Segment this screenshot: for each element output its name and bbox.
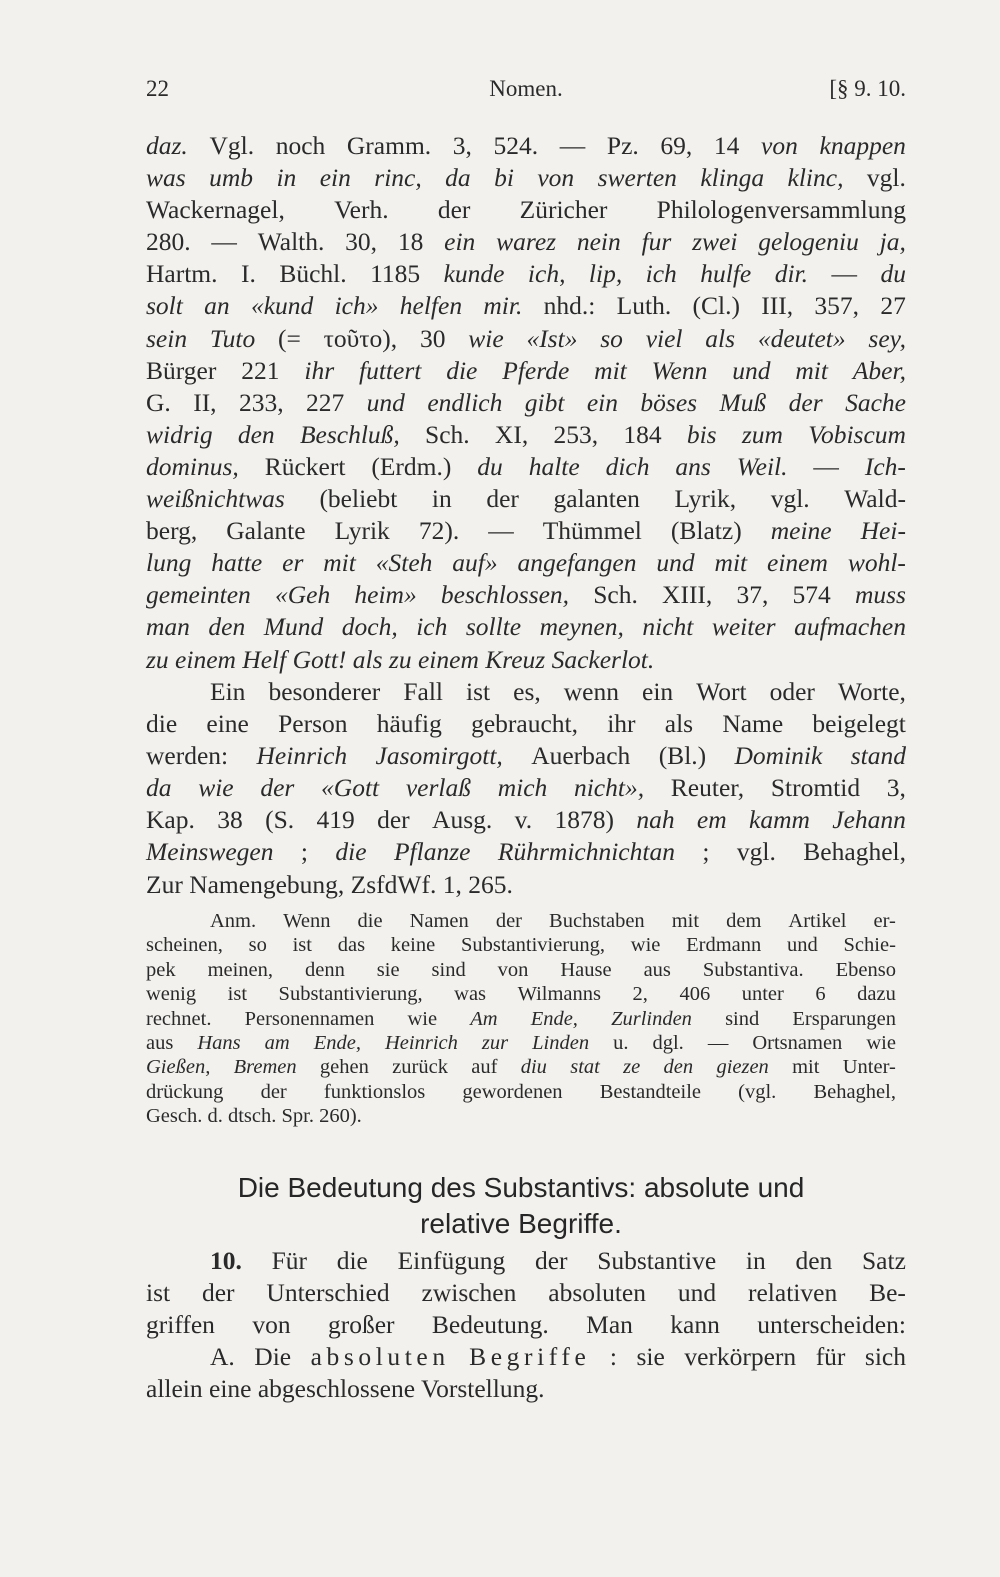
text-line: G. II, 233, 227 und endlich gibt ein böses Muß der Sache [146,387,906,417]
text-line: pek meinen, denn sie sind von Hause aus Substantiva. Ebenso [146,958,896,981]
text-line: Gießen, Bremen gehen zurück auf diu stat ze den giezen mit Unter- [146,1056,896,1079]
text-line: man den Mund doch, ich sollte meynen, nicht weiter aufmachen [146,612,906,642]
citation-paragraph [146,130,906,676]
text-line: wenig ist Substantivierung, was Wilmanns 2, 406 unter 6 dazu [146,983,896,1006]
text-line: 10. Für die Einfügung der Substantive in den Satz [210,1246,906,1275]
text-line: Anm. Wenn die Namen der Buchstaben mit dem Artikel er- [210,910,896,932]
heading-line: relative Begriffe. [420,1208,622,1239]
text-line: da wie der «Gott verlaß mich nicht», Reuter, Stromtid 3, [146,773,906,803]
text-line: zu einem Helf Gott! als zu einem Kreuz Sackerlot. [146,644,655,674]
text-line: weißnichtwas (beliebt in der galanten Lyrik, vgl. Wald- [146,484,906,514]
text-line: daz. Vgl. noch Gramm. 3, 524. — Pz. 69, 14 von knappen [146,131,906,160]
text-line: A. Die absoluten Begriffe : sie verkörpern für sich [210,1342,906,1372]
annotation-note [146,909,896,1129]
text-line: widrig den Beschluß, Sch. XI, 253, 184 bis zum Vobiscum [146,419,906,449]
text-line: Zur Namengebung, ZsfdWf. 1, 265. [146,869,513,899]
text-line: Kap. 38 (S. 419 der Ausg. v. 1878) nah em kamm Jehann [146,805,906,835]
body-paragraph [146,676,906,901]
running-header [146,76,906,106]
text-line: Ein besonderer Fall ist es, wenn ein Wort oder Worte, [210,677,906,706]
text-line: Bürger 221 ihr futtert die Pferde mit Wenn und mit Aber, [146,355,906,385]
text-line: griffen von großer Bedeutung. Man kann unterscheiden: [146,1310,906,1340]
text-line: Hartm. I. Büchl. 1185 kunde ich, lip, ich hulfe dir. — du [146,259,906,289]
text-line: Wackernagel, Verh. der Züricher Philologenversammlung [146,195,906,225]
text-line: sein Tuto (= τοῦτο), 30 wie «Ist» so viel als «deutet» sey, [146,323,906,353]
text-line: 280. — Walth. 30, 18 ein warez nein fur zwei gelogeniu ja, [146,227,906,257]
section-heading [146,1170,896,1242]
text-line: Meinswegen ; die Pflanze Rührmichnichtan ; vgl. Behaghel, [146,837,906,867]
heading-line: Die Bedeutung des Substantivs: absolute und [237,1172,805,1203]
text-line: ist der Unterschied zwischen absoluten und relativen Be- [146,1278,906,1308]
page-number: 22 [146,76,169,101]
text-line: solt an «kund ich» helfen mir. nhd.: Luth. (Cl.) III, 357, 27 [146,291,906,321]
text-line: scheinen, so ist das keine Substantivierung, wie Erdmann und Schie- [146,934,896,957]
running-title: Nomen. [489,76,563,101]
section-reference: [§ 9. 10. [829,76,906,101]
text-line: was umb in ein rinc, da bi von swerten klinga klinc, vgl. [146,163,906,193]
text-line: werden: Heinrich Jasomirgott, Auerbach (Bl.) Dominik stand [146,741,906,771]
text-line: die eine Person häufig gebraucht, ihr als Name beigelegt [146,709,906,739]
text-line: gemeinten «Geh heim» beschlossen, Sch. XIII, 37, 574 muss [146,580,906,610]
text-line: rechnet. Personennamen wie Am Ende, Zurlinden sind Ersparungen [146,1007,896,1030]
text-line: drückung der funktionslos gewordenen Bestandteile (vgl. Behaghel, [146,1080,896,1103]
text-line: lung hatte er mit «Steh auf» angefangen und mit einem wohl- [146,548,906,578]
text-line: allein eine abgeschlossene Vorstellung. [146,1374,545,1404]
text-line: dominus, Rückert (Erdm.) du halte dich ans Weil. — Ich- [146,451,906,481]
text-line: berg, Galante Lyrik 72). — Thümmel (Blatz) meine Hei- [146,516,906,546]
section-paragraph [146,1245,906,1405]
text-line: aus Hans am Ende, Heinrich zur Linden u. dgl. — Ortsnamen wie [146,1031,896,1054]
text-line: Gesch. d. dtsch. Spr. 260). [146,1105,362,1128]
